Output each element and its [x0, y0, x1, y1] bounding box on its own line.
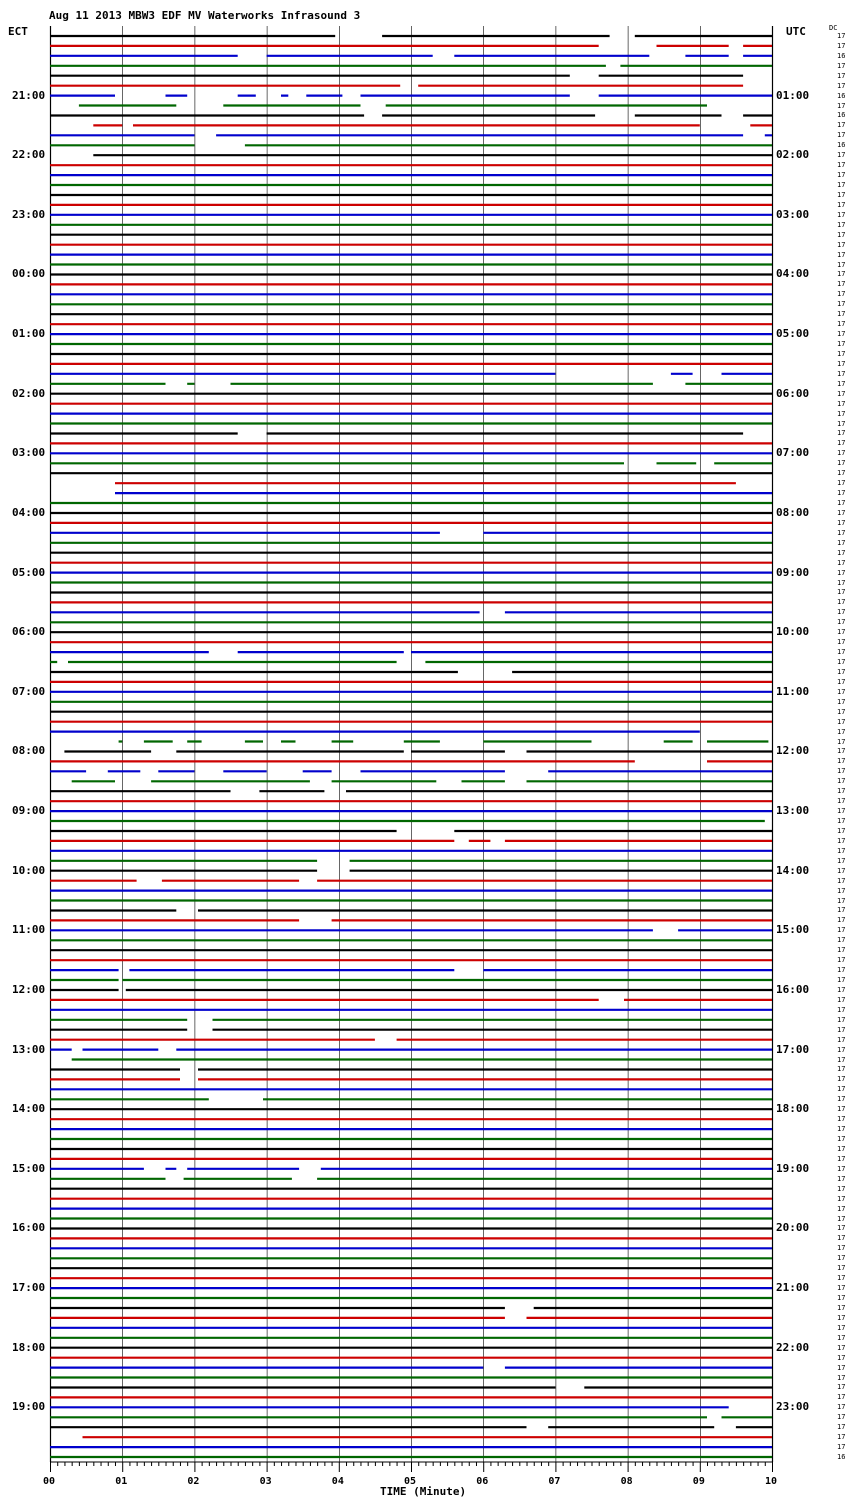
hour-label-right: 04:00 — [776, 267, 810, 281]
side-value: 17 — [837, 558, 846, 567]
side-value: 17 — [837, 81, 846, 90]
side-value: 17 — [837, 797, 846, 806]
side-value: 17 — [837, 200, 846, 209]
side-value: 17 — [837, 151, 846, 160]
x-tick-label-04: 04 — [331, 1476, 344, 1487]
side-value: 17 — [837, 1214, 846, 1223]
side-value: 17 — [837, 1055, 846, 1064]
hour-label-left: 22:00 — [12, 148, 46, 162]
side-value: 17 — [837, 1323, 846, 1332]
side-value: 17 — [837, 1035, 846, 1044]
hour-label-right: 10:00 — [776, 625, 810, 639]
side-value: 17 — [837, 1383, 846, 1392]
side-value: 17 — [837, 71, 846, 80]
side-value: 17 — [837, 1353, 846, 1362]
side-value: 17 — [837, 976, 846, 985]
side-value: 17 — [837, 300, 846, 309]
side-value: 17 — [837, 886, 846, 895]
side-value: 17 — [837, 1224, 846, 1233]
side-value: 17 — [837, 181, 846, 190]
side-value: 17 — [837, 1125, 846, 1134]
hour-label-left: 09:00 — [12, 804, 46, 818]
side-value: 17 — [837, 1433, 846, 1442]
side-value: 17 — [837, 220, 846, 229]
hour-label-right: 16:00 — [776, 982, 810, 996]
side-value: 17 — [837, 290, 846, 299]
side-value: 17 — [837, 1393, 846, 1402]
hour-label-left: 21:00 — [12, 88, 46, 102]
side-value: 17 — [837, 161, 846, 170]
side-value: 17 — [837, 1423, 846, 1432]
side-value: 17 — [837, 1164, 846, 1173]
side-value: 17 — [837, 230, 846, 239]
hour-label-left: 07:00 — [12, 684, 46, 698]
side-value: 17 — [837, 628, 846, 637]
side-value: 17 — [837, 985, 846, 994]
side-value: 17 — [837, 369, 846, 378]
hour-label-right: 18:00 — [776, 1102, 810, 1116]
side-header: DC — [829, 24, 838, 32]
hour-label-left: 18:00 — [12, 1340, 46, 1354]
x-tick-label-09: 09 — [692, 1476, 705, 1487]
side-value: 17 — [837, 340, 846, 349]
side-value: 17 — [837, 1204, 846, 1213]
hour-label-left: 14:00 — [12, 1102, 46, 1116]
side-value: 17 — [837, 677, 846, 686]
side-value: 17 — [837, 250, 846, 259]
side-value: 17 — [837, 787, 846, 796]
side-value: 17 — [837, 946, 846, 955]
side-value: 17 — [837, 1234, 846, 1243]
hour-label-right: 02:00 — [776, 148, 810, 162]
hour-label-left: 16:00 — [12, 1221, 46, 1235]
side-value: 16 — [837, 91, 846, 100]
side-value: 17 — [837, 896, 846, 905]
side-value: 17 — [837, 240, 846, 249]
hour-label-right: 11:00 — [776, 684, 810, 698]
side-value: 17 — [837, 1135, 846, 1144]
side-value: 17 — [837, 608, 846, 617]
hour-label-left: 17:00 — [12, 1281, 46, 1295]
side-value: 17 — [837, 1095, 846, 1104]
side-value: 17 — [837, 1194, 846, 1203]
side-value: 17 — [837, 578, 846, 587]
side-value: 17 — [837, 1025, 846, 1034]
side-value: 17 — [837, 1313, 846, 1322]
side-value: 17 — [837, 1403, 846, 1412]
side-value: 17 — [837, 310, 846, 319]
hour-label-right: 21:00 — [776, 1281, 810, 1295]
side-value: 17 — [837, 856, 846, 865]
side-value: 17 — [837, 469, 846, 478]
side-value: 17 — [837, 528, 846, 537]
side-value: 17 — [837, 41, 846, 50]
side-value: 17 — [837, 1303, 846, 1312]
side-value: 17 — [837, 479, 846, 488]
side-value: 17 — [837, 330, 846, 339]
hour-label-right: 19:00 — [776, 1161, 810, 1175]
side-value: 17 — [837, 1284, 846, 1293]
side-value: 17 — [837, 1174, 846, 1183]
hour-label-left: 08:00 — [12, 744, 46, 758]
side-value: 17 — [837, 836, 846, 845]
hour-label-right: 15:00 — [776, 923, 810, 937]
side-value: 17 — [837, 1115, 846, 1124]
hour-label-left: 05:00 — [12, 565, 46, 579]
side-value: 17 — [837, 1264, 846, 1273]
x-tick-label-06: 06 — [476, 1476, 489, 1487]
side-value: 17 — [837, 1154, 846, 1163]
hour-label-left: 15:00 — [12, 1161, 46, 1175]
side-value: 17 — [837, 101, 846, 110]
side-value: 17 — [837, 866, 846, 875]
right-axis-label: UTC — [786, 25, 806, 38]
side-value: 17 — [837, 1343, 846, 1352]
side-value: 17 — [837, 658, 846, 667]
side-value: 17 — [837, 568, 846, 577]
side-value: 17 — [837, 399, 846, 408]
side-value: 17 — [837, 1015, 846, 1024]
side-value: 17 — [837, 767, 846, 776]
side-value: 17 — [837, 926, 846, 935]
x-tick-label-07: 07 — [548, 1476, 561, 1487]
side-value: 17 — [837, 459, 846, 468]
hour-label-right: 07:00 — [776, 446, 810, 460]
side-value: 17 — [837, 349, 846, 358]
side-value: 17 — [837, 687, 846, 696]
side-value: 17 — [837, 966, 846, 975]
side-value: 17 — [837, 359, 846, 368]
side-value: 17 — [837, 210, 846, 219]
side-value: 17 — [837, 747, 846, 756]
side-value: 16 — [837, 51, 846, 60]
hour-label-left: 04:00 — [12, 505, 46, 519]
hour-label-right: 20:00 — [776, 1221, 810, 1235]
side-value: 17 — [837, 1294, 846, 1303]
side-value: 17 — [837, 1333, 846, 1342]
x-tick-label-01: 01 — [115, 1476, 128, 1487]
side-value: 17 — [837, 1045, 846, 1054]
hour-label-right: 14:00 — [776, 863, 810, 877]
side-value: 17 — [837, 190, 846, 199]
side-value: 17 — [837, 807, 846, 816]
side-value: 17 — [837, 1105, 846, 1114]
side-value: 17 — [837, 389, 846, 398]
side-value: 17 — [837, 121, 846, 130]
side-value: 17 — [837, 499, 846, 508]
side-value: 17 — [837, 817, 846, 826]
side-value: 17 — [837, 1373, 846, 1382]
side-value: 16 — [837, 111, 846, 120]
x-tick-label-00: 00 — [43, 1476, 56, 1487]
side-value: 17 — [837, 538, 846, 547]
side-value: 17 — [837, 995, 846, 1004]
side-value: 17 — [837, 906, 846, 915]
side-value: 17 — [837, 936, 846, 945]
side-value: 17 — [837, 916, 846, 925]
side-value: 17 — [837, 409, 846, 418]
side-value: 17 — [837, 697, 846, 706]
side-value: 17 — [837, 707, 846, 716]
side-value: 17 — [837, 1443, 846, 1452]
side-value: 17 — [837, 1413, 846, 1422]
side-value: 17 — [837, 1244, 846, 1253]
side-value: 17 — [837, 618, 846, 627]
side-value: 17 — [837, 171, 846, 180]
hour-label-right: 08:00 — [776, 505, 810, 519]
side-value: 17 — [837, 131, 846, 140]
hour-label-left: 06:00 — [12, 625, 46, 639]
side-value: 17 — [837, 1005, 846, 1014]
side-value: 17 — [837, 31, 846, 40]
hour-label-right: 22:00 — [776, 1340, 810, 1354]
side-value: 17 — [837, 449, 846, 458]
side-value: 17 — [837, 1144, 846, 1153]
side-value: 17 — [837, 439, 846, 448]
hour-label-right: 03:00 — [776, 207, 810, 221]
hour-label-left: 01:00 — [12, 327, 46, 341]
side-value: 17 — [837, 1274, 846, 1283]
hour-label-right: 06:00 — [776, 386, 810, 400]
x-tick-label-02: 02 — [187, 1476, 200, 1487]
hour-label-left: 00:00 — [12, 267, 46, 281]
side-value: 17 — [837, 489, 846, 498]
hour-label-left: 02:00 — [12, 386, 46, 400]
hour-label-right: 09:00 — [776, 565, 810, 579]
side-value: 17 — [837, 717, 846, 726]
side-value: 17 — [837, 727, 846, 736]
side-value: 17 — [837, 1085, 846, 1094]
side-value: 17 — [837, 1075, 846, 1084]
side-value: 17 — [837, 956, 846, 965]
hour-label-left: 11:00 — [12, 923, 46, 937]
side-value: 17 — [837, 1065, 846, 1074]
side-value: 17 — [837, 61, 846, 70]
side-value: 17 — [837, 737, 846, 746]
side-value: 17 — [837, 508, 846, 517]
hour-label-left: 03:00 — [12, 446, 46, 460]
side-value: 17 — [837, 1184, 846, 1193]
x-tick-label-03: 03 — [259, 1476, 272, 1487]
hour-label-right: 05:00 — [776, 327, 810, 341]
hour-label-left: 13:00 — [12, 1042, 46, 1056]
side-value: 17 — [837, 588, 846, 597]
hour-label-right: 17:00 — [776, 1042, 810, 1056]
side-value: 17 — [837, 260, 846, 269]
hour-label-right: 01:00 — [776, 88, 810, 102]
left-axis-label: ECT — [8, 25, 28, 38]
side-value: 17 — [837, 419, 846, 428]
side-value: 17 — [837, 518, 846, 527]
side-value: 17 — [837, 270, 846, 279]
side-value: 17 — [837, 429, 846, 438]
side-value: 17 — [837, 667, 846, 676]
side-value: 17 — [837, 876, 846, 885]
side-value: 17 — [837, 638, 846, 647]
x-axis-title: TIME (Minute) — [380, 1485, 467, 1498]
side-value: 17 — [837, 1363, 846, 1372]
side-value: 17 — [837, 826, 846, 835]
side-value: 17 — [837, 320, 846, 329]
hour-label-left: 12:00 — [12, 982, 46, 996]
side-value: 17 — [837, 846, 846, 855]
hour-label-right: 13:00 — [776, 804, 810, 818]
side-value: 17 — [837, 757, 846, 766]
hour-label-left: 10:00 — [12, 863, 46, 877]
hour-label-left: 19:00 — [12, 1400, 46, 1414]
hour-label-right: 23:00 — [776, 1400, 810, 1414]
hour-label-left: 23:00 — [12, 207, 46, 221]
chart-title: Aug 11 2013 MBW3 EDF MV Waterworks Infrasound 3 — [49, 9, 361, 22]
side-value: 17 — [837, 1254, 846, 1263]
side-value: 17 — [837, 548, 846, 557]
hour-label-right: 12:00 — [776, 744, 810, 758]
side-value: 16 — [837, 141, 846, 150]
side-value: 17 — [837, 379, 846, 388]
side-value: 17 — [837, 598, 846, 607]
side-value: 17 — [837, 777, 846, 786]
side-value: 17 — [837, 648, 846, 657]
side-value: 17 — [837, 280, 846, 289]
side-value: 16 — [837, 1453, 846, 1462]
x-tick-label-08: 08 — [620, 1476, 633, 1487]
x-tick-label-05: 05 — [404, 1476, 417, 1487]
x-tick-label-10: 10 — [765, 1476, 778, 1487]
